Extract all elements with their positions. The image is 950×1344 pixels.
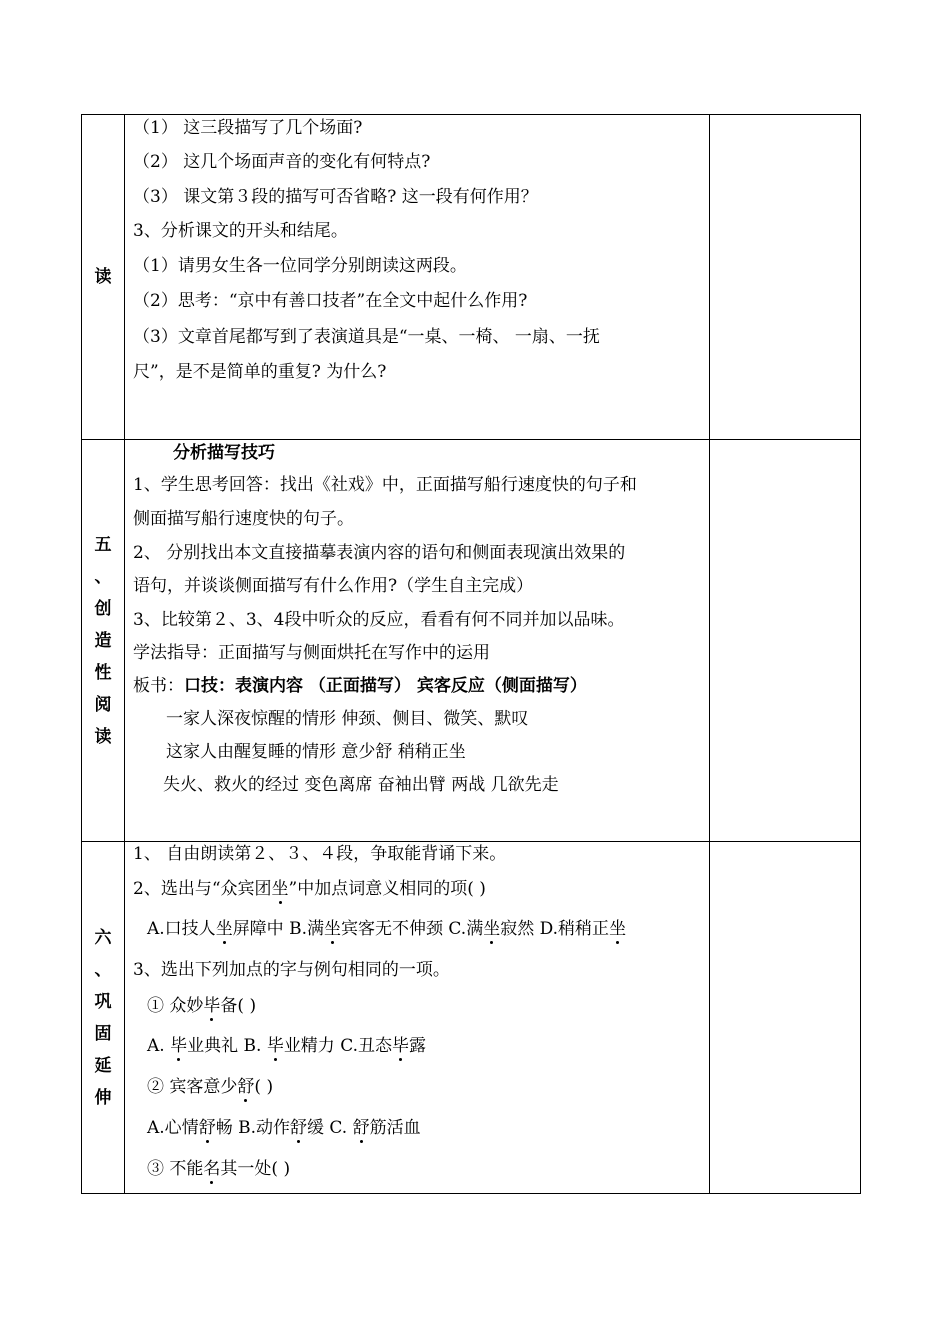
dotted-char: 坐 [609,919,627,939]
section-content [125,440,709,841]
task-line: 3、比较第２、3、4段中听众的反应，看看有何不同并加以品味。 [133,610,625,630]
task-line: 1、学生思考回答：找出《社戏》中，正面描写船行速度快的句子和 [133,475,637,495]
task-line: （2）思考：“京中有善口技者”在全文中起什么作用? [133,291,528,311]
task-line: （1）请男女生各一位同学分别朗读这两段。 [133,256,467,276]
question-line: （1） 这三段描写了几个场面? [133,118,363,138]
label-char: 伸 [94,1087,112,1108]
dotted-char: 坐 [215,919,233,939]
dotted-char: 舒 [237,1077,255,1097]
text-span: 备( ) [220,996,257,1016]
board-line: 这家人由醒复睡的情形 意少舒 稍稍正坐 [166,742,466,762]
task-line: 2、 分别找出本文直接描摹表演内容的语句和侧面表现演出效果的 [133,543,626,563]
text-span: ( ) [254,1077,274,1097]
text-span: 业典礼 B. [187,1036,267,1056]
section-label-text [93,922,113,1114]
method-guide: 学法指导：正面描写与侧面烘托在写作中的运用 [133,643,490,663]
dotted-char: 毕 [392,1036,410,1056]
task-line: （3）文章首尾都写到了表演道具是“一桌、一椅、 一扇、一抚 [133,327,600,347]
text-span: ② 宾客意少 [147,1077,238,1097]
exercise-line: 1、 自由朗读第２、３、４段，争取能背诵下来。 [133,844,507,864]
dotted-char: 名 [203,1159,221,1179]
notes-cell [709,842,860,1193]
label-char: 固 [94,1023,112,1044]
notes-cell [709,115,860,439]
text-span: 业精力 C.丑态 [283,1036,393,1056]
board-prefix: 板书： [133,676,184,696]
dotted-char: 毕 [266,1036,284,1056]
text-span: 2、选出与“众宾团 [133,879,272,899]
dotted-char: 坐 [483,919,501,939]
dotted-char: 舒 [352,1118,370,1138]
exercise-options [147,919,626,939]
section-label-text: 读 [94,267,112,287]
section-label [82,842,125,1193]
text-span: 露 [409,1036,427,1056]
dotted-char: 坐 [271,879,289,899]
dotted-char: 坐 [324,919,341,939]
question-line: （3） 课文第３段的描写可否省略? 这一段有何作用？ [133,187,538,207]
board-heading [133,676,587,696]
section-content [125,842,709,1193]
text-span: A.口技人 [147,919,216,939]
label-char: 阅 [94,694,112,715]
section-heading: 分析描写技巧 [173,443,275,463]
task-line: 语句，并谈谈侧面描写有什么作用?（学生自主完成） [133,576,534,596]
dotted-char: 毕 [203,996,221,1016]
exercise-subitem [147,996,256,1016]
text-span: ”中加点词意义相同的项( ) [288,879,486,899]
text-span: 畅 B.动作 [215,1118,290,1138]
text-span: 屏障中 B.满 [232,919,324,939]
text-span: 其一处( ) [220,1159,291,1179]
label-char: 延 [94,1055,112,1076]
exercise-line: 3、选出下列加点的字与例句相同的一项。 [133,960,450,980]
text-span: ① 众妙 [147,996,204,1016]
text-span: 缓 C. [307,1118,353,1138]
lesson-table [81,114,861,1194]
text-span: 宾客无不伸颈 C.满 [341,919,484,939]
label-char: 创 [94,598,112,619]
label-char: 造 [94,630,112,651]
section-consolidation-row [81,841,861,1194]
dotted-char: 毕 [170,1036,188,1056]
text-span: A. [147,1036,171,1056]
label-char: 读 [94,726,112,747]
label-char: 性 [94,662,112,683]
text-span: 寂然 D.稍稍正 [500,919,610,939]
task-line: 侧面描写船行速度快的句子。 [133,509,354,529]
label-char: 五 [94,534,112,555]
board-title: 口技：表演内容 （正面描写） 宾客反应（侧面描写） [184,676,587,696]
exercise-options [147,1118,421,1138]
notes-cell [709,440,860,841]
exercise-options [147,1036,426,1056]
section-label [82,115,125,439]
label-char: 、 [94,566,112,587]
section-label [82,440,125,841]
label-char: 、 [94,959,112,980]
exercise-subitem [147,1077,273,1097]
section-creative-reading-row [81,439,861,841]
exercise-line [133,879,486,899]
label-char: 六 [94,927,112,948]
task-line: 3、分析课文的开头和结尾。 [133,221,348,241]
dotted-char: 舒 [198,1118,216,1138]
label-char: 巩 [94,991,112,1012]
question-line: （2） 这几个场面声音的变化有何特点? [133,152,431,172]
board-line: 失火、救火的经过 变色离席 奋袖出臂 两战 几欲先走 [163,775,559,795]
dotted-char: 舒 [290,1118,307,1138]
section-content [125,115,709,439]
board-line: 一家人深夜惊醒的情形 伸颈、侧目、微笑、默叹 [166,709,529,729]
exercise-subitem [147,1159,290,1179]
text-span: A.心情 [147,1118,199,1138]
text-span: ③ 不能 [147,1159,204,1179]
section-read-row [81,114,861,439]
section-label-text [93,529,113,753]
text-span: 筋活血 [369,1118,421,1138]
task-line: 尺”，是不是简单的重复? 为什么? [133,362,387,382]
